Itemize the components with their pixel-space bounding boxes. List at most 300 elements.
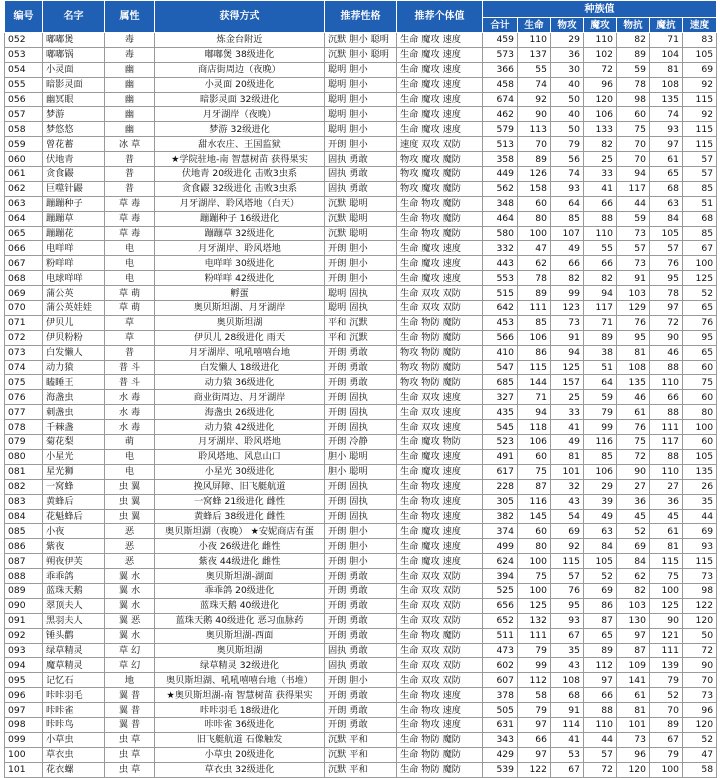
cell-mdef: 88 (650, 405, 683, 420)
table-row (5, 643, 717, 658)
pokemon-table (4, 0, 717, 778)
cell-nature: 开朗 固执 (325, 509, 397, 524)
cell-patk: 108 (551, 673, 584, 688)
cell-indiv: 物攻 物防 魔防 (397, 360, 483, 375)
cell-nature: 沉默 平和 (325, 747, 397, 762)
header-stat: 物攻 (551, 18, 584, 33)
cell-speed: 58 (683, 762, 717, 777)
cell-total: 473 (483, 643, 518, 658)
cell-id: 083 (5, 494, 43, 509)
cell-hp: 126 (518, 167, 551, 182)
cell-mdef: 52 (650, 688, 683, 703)
cell-mdef: 78 (650, 286, 683, 301)
cell-total: 553 (483, 271, 518, 286)
table-row (5, 569, 717, 584)
cell-mdef: 89 (650, 717, 683, 732)
cell-mdef: 72 (650, 315, 683, 330)
cell-matk: 82 (584, 137, 617, 152)
cell-name: 咔咔鸟 (43, 717, 105, 732)
cell-name: 小星光 (43, 449, 105, 464)
cell-hp: 70 (518, 137, 551, 152)
table-row (5, 137, 717, 152)
cell-mdef: 125 (650, 598, 683, 613)
cell-nature: 开朗 勇敢 (325, 703, 397, 718)
cell-pdef: 129 (617, 301, 650, 316)
cell-matk: 59 (584, 390, 617, 405)
cell-attr: 翼 恶 (105, 613, 155, 628)
cell-pdef: 72 (617, 449, 650, 464)
cell-speed: 60 (683, 435, 717, 450)
cell-total: 545 (483, 420, 518, 435)
cell-hp: 100 (518, 226, 551, 241)
cell-mdef: 84 (650, 211, 683, 226)
cell-mdef: 88 (650, 360, 683, 375)
cell-speed: 51 (683, 196, 717, 211)
cell-pdef: 61 (617, 688, 650, 703)
cell-id: 089 (5, 583, 43, 598)
cell-indiv: 生命 双攻 双防 (397, 643, 483, 658)
cell-name: 幽冥眼 (43, 92, 105, 107)
cell-nature: 开朗 勇敢 (325, 717, 397, 732)
cell-id: 055 (5, 77, 43, 92)
cell-matk: 88 (584, 703, 617, 718)
cell-total: 332 (483, 241, 518, 256)
cell-pdef: 103 (617, 286, 650, 301)
cell-indiv: 物攻 物防 魔防 (397, 345, 483, 360)
cell-patk: 43 (551, 658, 584, 673)
cell-nature: 沉默 胆小 聪明 (325, 47, 397, 62)
cell-pdef: 27 (617, 479, 650, 494)
cell-total: 228 (483, 479, 518, 494)
cell-indiv: 生命 物攻 速度 (397, 688, 483, 703)
cell-method: 动力猿 42级进化 (155, 420, 325, 435)
cell-nature: 开朗 勇敢 (325, 375, 397, 390)
cell-hp: 113 (518, 122, 551, 137)
cell-attr: 翼 水 (105, 598, 155, 613)
cell-pdef: 135 (617, 375, 650, 390)
header-attr: 属性 (105, 1, 155, 33)
cell-attr: 幽 (105, 77, 155, 92)
cell-nature: 开朗 勇敢 (325, 345, 397, 360)
cell-nature: 固执 勇敢 (325, 658, 397, 673)
cell-name: 黄蜂后 (43, 494, 105, 509)
cell-name: 伊贝粉粉 (43, 330, 105, 345)
cell-id: 081 (5, 464, 43, 479)
table-row (5, 539, 717, 554)
cell-speed: 92 (683, 77, 717, 92)
cell-total: 394 (483, 569, 518, 584)
cell-patk: 36 (551, 47, 584, 62)
cell-patk: 40 (551, 107, 584, 122)
cell-speed: 120 (683, 613, 717, 628)
table-row (5, 554, 717, 569)
cell-indiv: 生命 物攻 魔防 (397, 226, 483, 241)
cell-nature: 开朗 勇敢 (325, 360, 397, 375)
cell-method: 奥贝斯坦湖（夜晚） ★安妮商店有蛋 (155, 524, 325, 539)
cell-indiv: 生命 双攻 双防 (397, 301, 483, 316)
cell-indiv: 生命 魔攻 速度 (397, 539, 483, 554)
cell-total: 631 (483, 717, 518, 732)
table-row (5, 613, 717, 628)
cell-hp: 85 (518, 315, 551, 330)
table-row (5, 226, 717, 241)
cell-speed: 95 (683, 330, 717, 345)
cell-id: 101 (5, 762, 43, 777)
header-nature: 推荐性格 (325, 1, 397, 33)
cell-total: 525 (483, 583, 518, 598)
cell-patk: 25 (551, 390, 584, 405)
cell-hp: 90 (518, 107, 551, 122)
cell-speed: 115 (683, 92, 717, 107)
cell-attr: 电 (105, 256, 155, 271)
cell-nature: 固执 勇敢 (325, 152, 397, 167)
cell-attr: 草 幻 (105, 643, 155, 658)
table-row (5, 256, 717, 271)
cell-patk: 66 (551, 256, 584, 271)
cell-indiv: 速度 双攻 双防 (397, 137, 483, 152)
cell-pdef: 52 (617, 524, 650, 539)
cell-matk: 29 (584, 479, 617, 494)
cell-attr: 虫 草 (105, 732, 155, 747)
cell-id: 052 (5, 33, 43, 48)
cell-method: 挽风屏障、旧飞艇航道 (155, 479, 325, 494)
cell-total: 685 (483, 375, 518, 390)
cell-hp: 86 (518, 345, 551, 360)
cell-mdef: 111 (650, 643, 683, 658)
cell-patk: 123 (551, 301, 584, 316)
cell-total: 656 (483, 598, 518, 613)
cell-mdef: 79 (650, 747, 683, 762)
cell-patk: 73 (551, 315, 584, 330)
cell-matk: 133 (584, 122, 617, 137)
cell-total: 449 (483, 167, 518, 182)
header-stat: 魔抗 (650, 18, 683, 33)
cell-attr: 翼 普 (105, 688, 155, 703)
cell-pdef: 82 (617, 583, 650, 598)
cell-matk: 99 (584, 420, 617, 435)
cell-indiv: 生命 双攻 双防 (397, 598, 483, 613)
cell-total: 348 (483, 196, 518, 211)
cell-name: 瞌睡王 (43, 375, 105, 390)
cell-nature: 开朗 胆小 (325, 554, 397, 569)
cell-matk: 52 (584, 569, 617, 584)
cell-id: 091 (5, 613, 43, 628)
cell-name: 紫夜 (43, 539, 105, 554)
cell-patk: 67 (551, 628, 584, 643)
cell-indiv: 生命 魔攻 速度 (397, 77, 483, 92)
cell-attr: 草 毒 (105, 211, 155, 226)
cell-id: 059 (5, 137, 43, 152)
cell-id: 073 (5, 345, 43, 360)
cell-speed: 26 (683, 479, 717, 494)
cell-method: 孵蛋 (155, 286, 325, 301)
cell-attr: 幽 (105, 107, 155, 122)
cell-indiv: 生命 双攻 速度 (397, 405, 483, 420)
table-row (5, 464, 717, 479)
cell-name: 星光狮 (43, 464, 105, 479)
cell-total: 327 (483, 390, 518, 405)
cell-indiv: 生命 双攻 双防 (397, 613, 483, 628)
cell-method: 月牙湖岸、吼吼嘻嘻台地 (155, 345, 325, 360)
cell-name: 巨噬针鼹 (43, 181, 105, 196)
table-row (5, 762, 717, 777)
cell-pdef: 117 (617, 181, 650, 196)
cell-attr: 电 (105, 241, 155, 256)
cell-id: 068 (5, 271, 43, 286)
cell-indiv: 生命 物攻 速度 (397, 494, 483, 509)
cell-method: 小星光 30级进化 (155, 464, 325, 479)
cell-pdef: 73 (617, 256, 650, 271)
cell-speed: 65 (683, 345, 717, 360)
cell-speed: 85 (683, 181, 717, 196)
cell-mdef: 117 (650, 435, 683, 450)
cell-indiv: 生命 物防 魔防 (397, 315, 483, 330)
cell-pdef: 89 (617, 47, 650, 62)
cell-matk: 87 (584, 613, 617, 628)
cell-matk: 85 (584, 449, 617, 464)
cell-method: 嘟嘟煲 38级进化 (155, 47, 325, 62)
cell-hp: 47 (518, 241, 551, 256)
cell-name: 伊贝儿 (43, 315, 105, 330)
cell-hp: 74 (518, 77, 551, 92)
cell-speed: 105 (683, 47, 717, 62)
cell-matk: 41 (584, 181, 617, 196)
cell-name: 小草虫 (43, 732, 105, 747)
cell-name: 贪食鼹 (43, 167, 105, 182)
cell-hp: 106 (518, 330, 551, 345)
cell-id: 056 (5, 92, 43, 107)
cell-speed: 100 (683, 420, 717, 435)
cell-name: 动力猿 (43, 360, 105, 375)
cell-hp: 89 (518, 152, 551, 167)
cell-name: 乖乖鸽 (43, 569, 105, 584)
cell-matk: 33 (584, 167, 617, 182)
cell-speed: 83 (683, 33, 717, 48)
cell-matk: 57 (584, 747, 617, 762)
cell-pdef: 81 (617, 345, 650, 360)
cell-mdef: 135 (650, 92, 683, 107)
cell-patk: 67 (551, 762, 584, 777)
cell-name: 梦游 (43, 107, 105, 122)
cell-id: 095 (5, 673, 43, 688)
cell-speed: 52 (683, 286, 717, 301)
table-row (5, 717, 717, 732)
cell-attr: 翼 水 (105, 583, 155, 598)
cell-method: 小灵面 20级进化 (155, 77, 325, 92)
cell-nature: 开朗 冷静 (325, 435, 397, 450)
table-row (5, 703, 717, 718)
cell-attr: 翼 普 (105, 717, 155, 732)
cell-matk: 86 (584, 598, 617, 613)
cell-patk: 57 (551, 569, 584, 584)
cell-patk: 115 (551, 554, 584, 569)
cell-method: 蓝珠天鹅 40级进化 (155, 598, 325, 613)
cell-mdef: 36 (650, 494, 683, 509)
cell-nature: 沉默 平和 (325, 762, 397, 777)
cell-matk: 89 (584, 330, 617, 345)
cell-speed: 90 (683, 658, 717, 673)
cell-matk: 110 (584, 226, 617, 241)
table-row (5, 375, 717, 390)
cell-hp: 87 (518, 479, 551, 494)
cell-method: 贪食鼹 32级进化 击败3虫系 (155, 181, 325, 196)
cell-nature: 聪明 胆小 (325, 122, 397, 137)
cell-speed: 69 (683, 524, 717, 539)
cell-nature: 平和 沉默 (325, 330, 397, 345)
cell-mdef: 27 (650, 479, 683, 494)
header-indiv: 推荐个体值 (397, 1, 483, 33)
table-row (5, 747, 717, 762)
cell-attr: 幽 (105, 92, 155, 107)
cell-id: 067 (5, 256, 43, 271)
table-row (5, 509, 717, 524)
cell-name: 刺盏虫 (43, 405, 105, 420)
cell-total: 435 (483, 405, 518, 420)
cell-mdef: 67 (650, 732, 683, 747)
cell-name: 花衣螺 (43, 762, 105, 777)
cell-pdef: 98 (617, 92, 650, 107)
cell-patk: 93 (551, 181, 584, 196)
cell-id: 079 (5, 435, 43, 450)
cell-patk: 29 (551, 33, 584, 48)
cell-indiv: 生命 双攻 双防 (397, 673, 483, 688)
cell-pdef: 120 (617, 762, 650, 777)
cell-method: 炼金台附近 (155, 33, 325, 48)
cell-nature: 聪明 胆小 (325, 92, 397, 107)
cell-matk: 117 (584, 301, 617, 316)
cell-id: 074 (5, 360, 43, 375)
cell-matk: 44 (584, 732, 617, 747)
cell-attr: 虫 草 (105, 762, 155, 777)
cell-speed: 80 (683, 405, 717, 420)
cell-id: 058 (5, 122, 43, 137)
table-row (5, 107, 717, 122)
cell-nature: 开朗 胆小 (325, 539, 397, 554)
cell-hp: 55 (518, 62, 551, 77)
cell-total: 573 (483, 47, 518, 62)
cell-attr: 草 幻 (105, 658, 155, 673)
cell-name: 小灵面 (43, 62, 105, 77)
cell-name: 锤头鹳 (43, 628, 105, 643)
cell-mdef: 110 (650, 375, 683, 390)
cell-pdef: 95 (617, 330, 650, 345)
table-row (5, 494, 717, 509)
cell-method: 草衣虫 32级进化 (155, 762, 325, 777)
header-stat: 生命 (518, 18, 551, 33)
cell-id: 100 (5, 747, 43, 762)
cell-patk: 49 (551, 435, 584, 450)
cell-matk: 79 (584, 405, 617, 420)
cell-hp: 80 (518, 539, 551, 554)
cell-attr: 普 (105, 181, 155, 196)
cell-matk: 71 (584, 315, 617, 330)
cell-matk: 116 (584, 435, 617, 450)
cell-attr: 翼 水 (105, 569, 155, 584)
cell-matk: 105 (584, 554, 617, 569)
table-row (5, 33, 717, 48)
cell-indiv: 生命 双攻 双防 (397, 569, 483, 584)
cell-method: 商业街周边、月牙湖岸 (155, 390, 325, 405)
cell-mdef: 70 (650, 703, 683, 718)
header-stat: 物抗 (617, 18, 650, 33)
cell-hp: 62 (518, 256, 551, 271)
cell-nature: 开朗 胆小 (325, 256, 397, 271)
table-row (5, 122, 717, 137)
cell-nature: 开朗 胆小 (325, 673, 397, 688)
cell-id: 093 (5, 643, 43, 658)
cell-attr: 虫 翼 (105, 509, 155, 524)
cell-attr: 地 (105, 673, 155, 688)
table-row (5, 583, 717, 598)
table-row (5, 435, 717, 450)
table-row (5, 47, 717, 62)
cell-nature: 沉默 聪明 (325, 226, 397, 241)
cell-attr: 水 毒 (105, 420, 155, 435)
cell-indiv: 生命 魔攻 速度 (397, 33, 483, 48)
cell-total: 358 (483, 152, 518, 167)
table-row (5, 449, 717, 464)
cell-hp: 97 (518, 747, 551, 762)
cell-hp: 112 (518, 673, 551, 688)
cell-hp: 111 (518, 301, 551, 316)
cell-name: 千棘盏 (43, 420, 105, 435)
cell-hp: 115 (518, 360, 551, 375)
cell-patk: 35 (551, 643, 584, 658)
cell-indiv: 生命 魔攻 速度 (397, 554, 483, 569)
cell-pdef: 109 (617, 658, 650, 673)
cell-total: 602 (483, 658, 518, 673)
cell-total: 547 (483, 360, 518, 375)
cell-total: 617 (483, 464, 518, 479)
cell-patk: 93 (551, 613, 584, 628)
cell-hp: 116 (518, 494, 551, 509)
table-row (5, 167, 717, 182)
cell-method: 蹦蹦种子 16级进化 (155, 211, 325, 226)
cell-name: 绿草精灵 (43, 643, 105, 658)
table-row (5, 405, 717, 420)
cell-pdef: 60 (617, 107, 650, 122)
cell-name: 翠顶夫人 (43, 598, 105, 613)
cell-matk: 96 (584, 77, 617, 92)
cell-hp: 106 (518, 435, 551, 450)
cell-total: 652 (483, 613, 518, 628)
cell-hp: 125 (518, 598, 551, 613)
cell-attr: 普 (105, 167, 155, 182)
cell-matk: 112 (584, 658, 617, 673)
cell-pdef: 59 (617, 62, 650, 77)
cell-indiv: 生命 物防 魔防 (397, 330, 483, 345)
cell-indiv: 生命 魔攻 速度 (397, 107, 483, 122)
cell-name: 记忆石 (43, 673, 105, 688)
cell-matk: 110 (584, 33, 617, 48)
cell-matk: 94 (584, 286, 617, 301)
cell-total: 305 (483, 494, 518, 509)
cell-indiv: 生命 物攻 魔防 (397, 196, 483, 211)
cell-mdef: 68 (650, 181, 683, 196)
cell-attr: 水 毒 (105, 390, 155, 405)
cell-mdef: 97 (650, 137, 683, 152)
cell-method: 电咩咩 30级进化 (155, 256, 325, 271)
cell-id: 077 (5, 405, 43, 420)
cell-total: 642 (483, 301, 518, 316)
cell-id: 098 (5, 717, 43, 732)
cell-id: 075 (5, 375, 43, 390)
table-row (5, 628, 717, 643)
cell-speed: 44 (683, 509, 717, 524)
cell-indiv: 生命 魔攻 速度 (397, 241, 483, 256)
cell-method: 小夜 26级进化 雌性 (155, 539, 325, 554)
cell-nature: 平和 沉默 (325, 315, 397, 330)
